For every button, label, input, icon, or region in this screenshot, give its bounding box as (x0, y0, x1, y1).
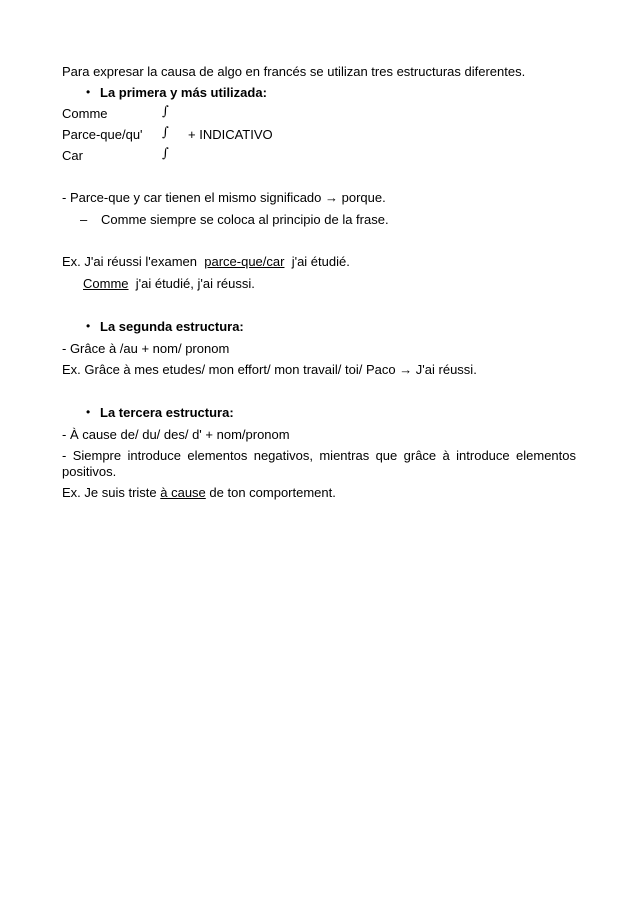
example-1-highlight: parce-que/car (204, 254, 285, 269)
brace-icon: ∫ (162, 146, 169, 161)
example-1-suffix: j'ai étudié. (284, 254, 350, 269)
example-1 (62, 254, 350, 270)
brace-icon: ∫ (162, 104, 169, 119)
conjunction-comme: Comme (62, 106, 108, 121)
bullet-icon: • (86, 319, 91, 333)
note-meaning: - Parce-que y car tienen el mismo significado → porque. (62, 190, 386, 205)
indicativo-rule: + INDICATIVO (188, 127, 273, 142)
a-cause-note-line1: - Siempre introduce elementos negativos, mientras que grâce à introduce elementos (62, 448, 576, 463)
grace-example: Ex. Grâce à mes etudes/ mon effort/ mon travail/ toi/ Paco → J'ai réussi. (62, 362, 477, 377)
bullet-icon: • (86, 405, 91, 419)
a-cause-example-prefix: Ex. Je suis triste (62, 485, 161, 500)
grace-structure: - Grâce à /au + nom/ pronom (62, 341, 230, 356)
a-cause-example-highlight: à cause (160, 485, 206, 500)
a-cause-note-line2: positivos. (62, 464, 117, 479)
section3-title: La tercera estructura: (100, 405, 234, 420)
section2-title: La segunda estructura: (100, 319, 244, 334)
section1-title: La primera y más utilizada: (100, 85, 267, 100)
example-2-highlight: Comme (83, 276, 129, 291)
example-2-suffix: j'ai étudié, j'ai réussi. (128, 276, 255, 291)
note-comme-position: Comme siempre se coloca al principio de la frase. (101, 212, 389, 227)
conjunction-car: Car (62, 148, 83, 163)
a-cause-example (62, 485, 336, 501)
brace-icon: ∫ (162, 125, 169, 140)
example-1-prefix: Ex. J'ai réussi l'examen (62, 254, 205, 269)
dash-icon: – (80, 212, 88, 227)
a-cause-example-suffix: de ton comportement. (205, 485, 336, 500)
intro-text: Para expresar la causa de algo en francés se utilizan tres estructuras diferentes. (62, 64, 526, 79)
conjunction-parce-que: Parce-que/qu' (62, 127, 143, 142)
a-cause-structure: - À cause de/ du/ des/ d' + nom/pronom (62, 427, 290, 442)
bullet-icon: • (86, 85, 91, 99)
example-2 (83, 276, 255, 292)
